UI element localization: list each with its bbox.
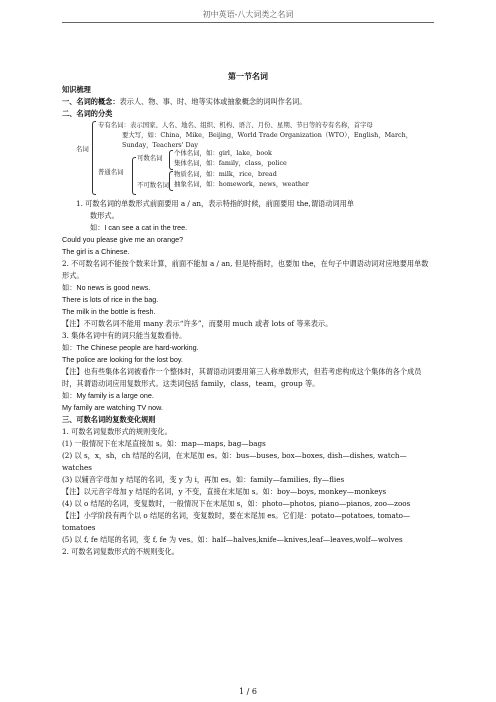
plural-rule: (5) 以 f, fe 结尾的名词，变 f, fe 为 ves。如：half—halves,knife—knives,leaf—leaves,wolf—wolves <box>62 535 403 544</box>
example: 如：No news is good news. <box>62 283 151 292</box>
noun-classification-diagram <box>62 120 434 198</box>
note: 【注】也有些集体名词被看作一个整体时，其谓语动词要用第三人称单数形式，但若考虑构成这个集体的各个成员时，其谓语动词应用复数形式。这类词包括 family，class，team，group 等。 <box>62 367 422 388</box>
example: My family are watching TV now. <box>62 403 163 412</box>
document-body <box>62 70 434 558</box>
uncountable-label: 不可数名词 <box>137 181 169 189</box>
classification-heading: 二、名词的分类 <box>62 109 113 118</box>
subsection-heading: 1. 可数名词复数形式的规则变化。 <box>62 427 172 436</box>
section-heading: 知识梳理 <box>62 85 91 94</box>
rule-3: 3. 集体名词中有的词只能当复数看待。 <box>62 331 187 340</box>
material-noun: 物质名词，如：milk，rice，bread <box>174 170 277 178</box>
section-heading: 三、可数名词的复数变化规则 <box>62 415 156 424</box>
common-noun-label: 普通名词 <box>98 168 124 176</box>
root-brace <box>92 121 96 195</box>
note: 【注】小学阶段有两个以 o 结尾的名词，变复数时，要在末尾加 es。它们是：potato—potatoes, tomato—tomatoes <box>62 511 411 532</box>
subsection-heading: 2. 可数名词复数形式的不规则变化。 <box>62 547 179 556</box>
proper-noun-line2: 要大写，如：China，Mike，Beijing，World Trade Organization（WTO），English，March， <box>122 131 413 139</box>
concept-label: 一、名词的概念： <box>62 97 120 106</box>
rule-1-line1: 1. 可数名词的单数形式前面要用 a / an，表示特指的时候，前面要用 the,谓语动词用单 <box>76 199 354 208</box>
plural-rule: (3) 以辅音字母加 y 结尾的名词，变 y 为 i，再加 es。如：family—families, fly—flies <box>62 475 345 484</box>
common-brace <box>132 157 136 195</box>
example: There is lots of rice in the bag. <box>62 295 159 304</box>
page-header: 初中英语-八大词类之名词 <box>202 10 294 19</box>
example: 如：My family is a large one. <box>62 391 154 400</box>
note: 【注】以元音字母加 y 结尾的名词，y 不变，直接在末尾加 s。如：boy—boys, monkey—monkeys <box>62 487 387 496</box>
page-number: 1 / 6 <box>239 687 257 696</box>
diagram-root: 名词 <box>76 145 89 153</box>
plural-rule: (4) 以 o 结尾的名词，变复数时，一般情况下在末尾加 s，如：photo—photos, piano—pianos, zoo—zoos <box>62 499 411 508</box>
example: The milk in the bottle is fresh. <box>62 307 156 316</box>
collective-noun: 集体名词，如：family，class，police <box>174 159 287 167</box>
example: Could you please give me an orange? <box>62 235 184 244</box>
plural-rule: (1) 一般情况下在末尾直接加 s。如：map—maps, bag—bags <box>62 439 266 448</box>
example: The police are looking for the lost boy. <box>62 355 183 364</box>
plural-rule: (2) 以 s，x，sh，ch 结尾的名词，在末尾加 es。如：bus—buses, box—boxes, dish—dishes, watch—watches <box>62 451 407 472</box>
rule-2: 2. 不可数名词不能按个数来计算，前面不能加 a / an, 但是特指时，也要加 the，在句子中谓语动词对应地要用单数形式。 <box>62 259 429 280</box>
countable-brace <box>169 150 173 170</box>
concept-text: 表示人、物、事、时、地等实体或抽象概念的词叫作名词。 <box>119 97 307 106</box>
proper-noun-line3: Sunday，Teachers' Day <box>122 141 199 149</box>
page-title: 第一节名词 <box>228 71 268 81</box>
rule-1-line2: 数形式。 <box>90 211 119 220</box>
header-divider <box>62 22 434 23</box>
example: 如：I can see a cat in the tree. <box>90 223 188 232</box>
individual-noun: 个体名词，如：girl，lake，book <box>174 149 272 157</box>
countable-label: 可数名词 <box>137 154 163 162</box>
example: The girl is a Chinese. <box>62 247 130 256</box>
abstract-noun: 抽象名词，如：homework，news，weather <box>174 180 309 188</box>
uncountable-brace <box>169 171 173 191</box>
example: 如：The Chinese people are hard-working. <box>62 343 199 352</box>
concept-line <box>62 96 434 108</box>
proper-noun-line1: 专有名词：表示国家、人名、地名、组织、机构、语言、月份、星期、节日等的专有名称，首字母 <box>98 121 373 129</box>
note: 【注】不可数名词不能用 many 表示“许多”，而要用 much 或者 lots of 等来表示。 <box>62 319 333 328</box>
